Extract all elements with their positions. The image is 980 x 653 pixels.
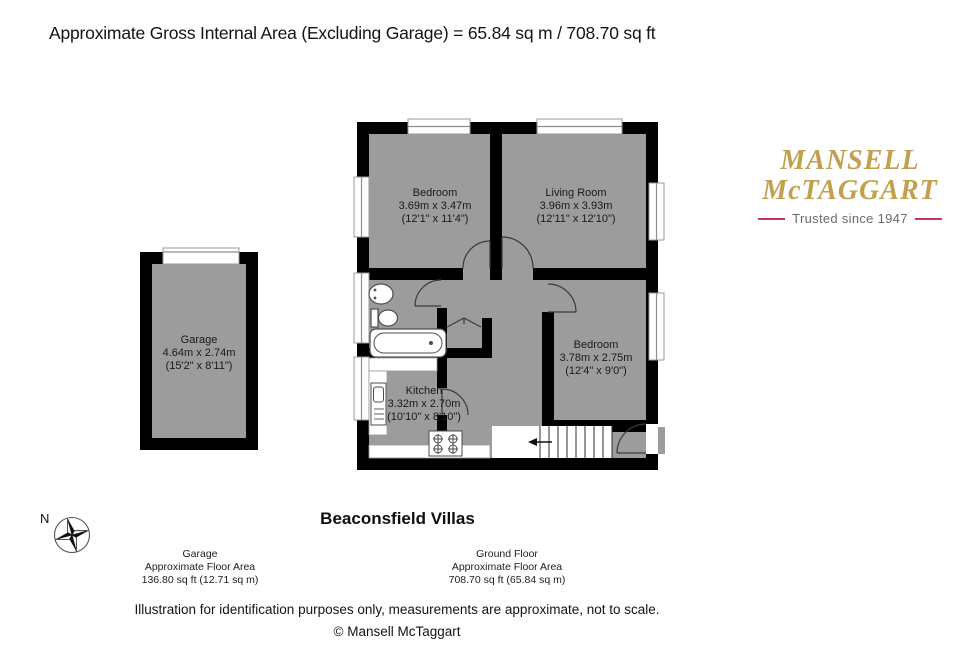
- window-bathroom-left: [354, 273, 369, 343]
- disclaimer-text: Illustration for identification purposes only, measurements are approximate, not to scale.: [134, 602, 660, 617]
- tagline-rule-right: [915, 218, 942, 220]
- ground-floor-area-title: Ground Floor: [476, 548, 538, 560]
- bedroom1-name: Bedroom: [412, 187, 458, 199]
- sink: [369, 284, 393, 304]
- living-imperial: (12'11" x 12'10"): [536, 213, 616, 225]
- compass-rose: [30, 506, 96, 564]
- kitchen-sink-unit: [371, 383, 386, 425]
- living-room-label: [536, 187, 615, 225]
- entrance-opening: [646, 424, 658, 454]
- bedroom2-imperial: (12'4" x 9'0"): [565, 365, 627, 377]
- hob: [429, 431, 462, 456]
- kitchen-imperial: (10'10" x 8'10"): [387, 411, 461, 423]
- floorplan-drawing: [130, 115, 665, 475]
- bedroom2-metric: 3.78m x 2.75m: [559, 352, 633, 364]
- bedroom2-name: Bedroom: [573, 339, 619, 351]
- toilet: [371, 309, 398, 327]
- window-living-right: [649, 183, 664, 240]
- living-metric: 3.96m x 3.93m: [539, 200, 613, 212]
- garage-imperial: (15'2" x 8'11"): [165, 360, 233, 372]
- garage-area-value: 136.80 sq ft (12.71 sq m): [141, 574, 259, 586]
- bedroom1-metric: 3.69m x 3.47m: [398, 200, 472, 212]
- logo-word-mctaggart: McTAGGART: [762, 175, 938, 206]
- window-living-top: [537, 119, 622, 134]
- property-title: Beaconsfield Villas: [320, 509, 475, 528]
- living-name: Living Room: [545, 187, 607, 199]
- ground-floor-area-subtitle: Approximate Floor Area: [451, 561, 563, 573]
- bathtub: [370, 329, 446, 357]
- copyright-text: © Mansell McTaggart: [333, 624, 461, 639]
- garage-name: Garage: [180, 334, 218, 346]
- window-bedroom1-top: [408, 119, 470, 134]
- garage-metric: 4.64m x 2.74m: [162, 347, 236, 359]
- brand-logo: [758, 146, 942, 226]
- garage-area-title: Garage: [182, 548, 218, 560]
- kitchen-metric: 3.32m x 2.70m: [387, 398, 461, 410]
- staircase: [492, 426, 612, 458]
- gross-internal-area-header: Approximate Gross Internal Area (Excluding Garage) = 65.84 sq m / 708.70 sq ft: [49, 23, 656, 43]
- logo-word-mansell: MANSELL: [780, 145, 920, 176]
- compass-star: [56, 519, 89, 552]
- bedroom1-imperial: (12'1" x 11'4"): [401, 213, 469, 225]
- logo-tagline: [758, 211, 942, 226]
- window-bedroom1-left: [354, 177, 369, 237]
- window-bedroom2-right: [649, 293, 664, 360]
- garage-area-summary: [90, 548, 310, 587]
- garage-area-subtitle: Approximate Floor Area: [144, 561, 256, 573]
- window-kitchen-left: [354, 357, 369, 420]
- kitchen-name: Kitchen: [405, 385, 443, 397]
- tagline-rule-left: [758, 218, 785, 220]
- compass-north-label: N: [40, 511, 50, 526]
- ground-floor-area-summary: [397, 548, 617, 587]
- building-structure: [354, 119, 665, 470]
- tagline-text: Trusted since 1947: [792, 211, 908, 226]
- ground-floor-area-value: 708.70 sq ft (65.84 sq m): [448, 574, 566, 586]
- garage-structure: [140, 248, 258, 450]
- garage-door-opening: [163, 248, 239, 264]
- kitchen-counter-top: [369, 358, 437, 371]
